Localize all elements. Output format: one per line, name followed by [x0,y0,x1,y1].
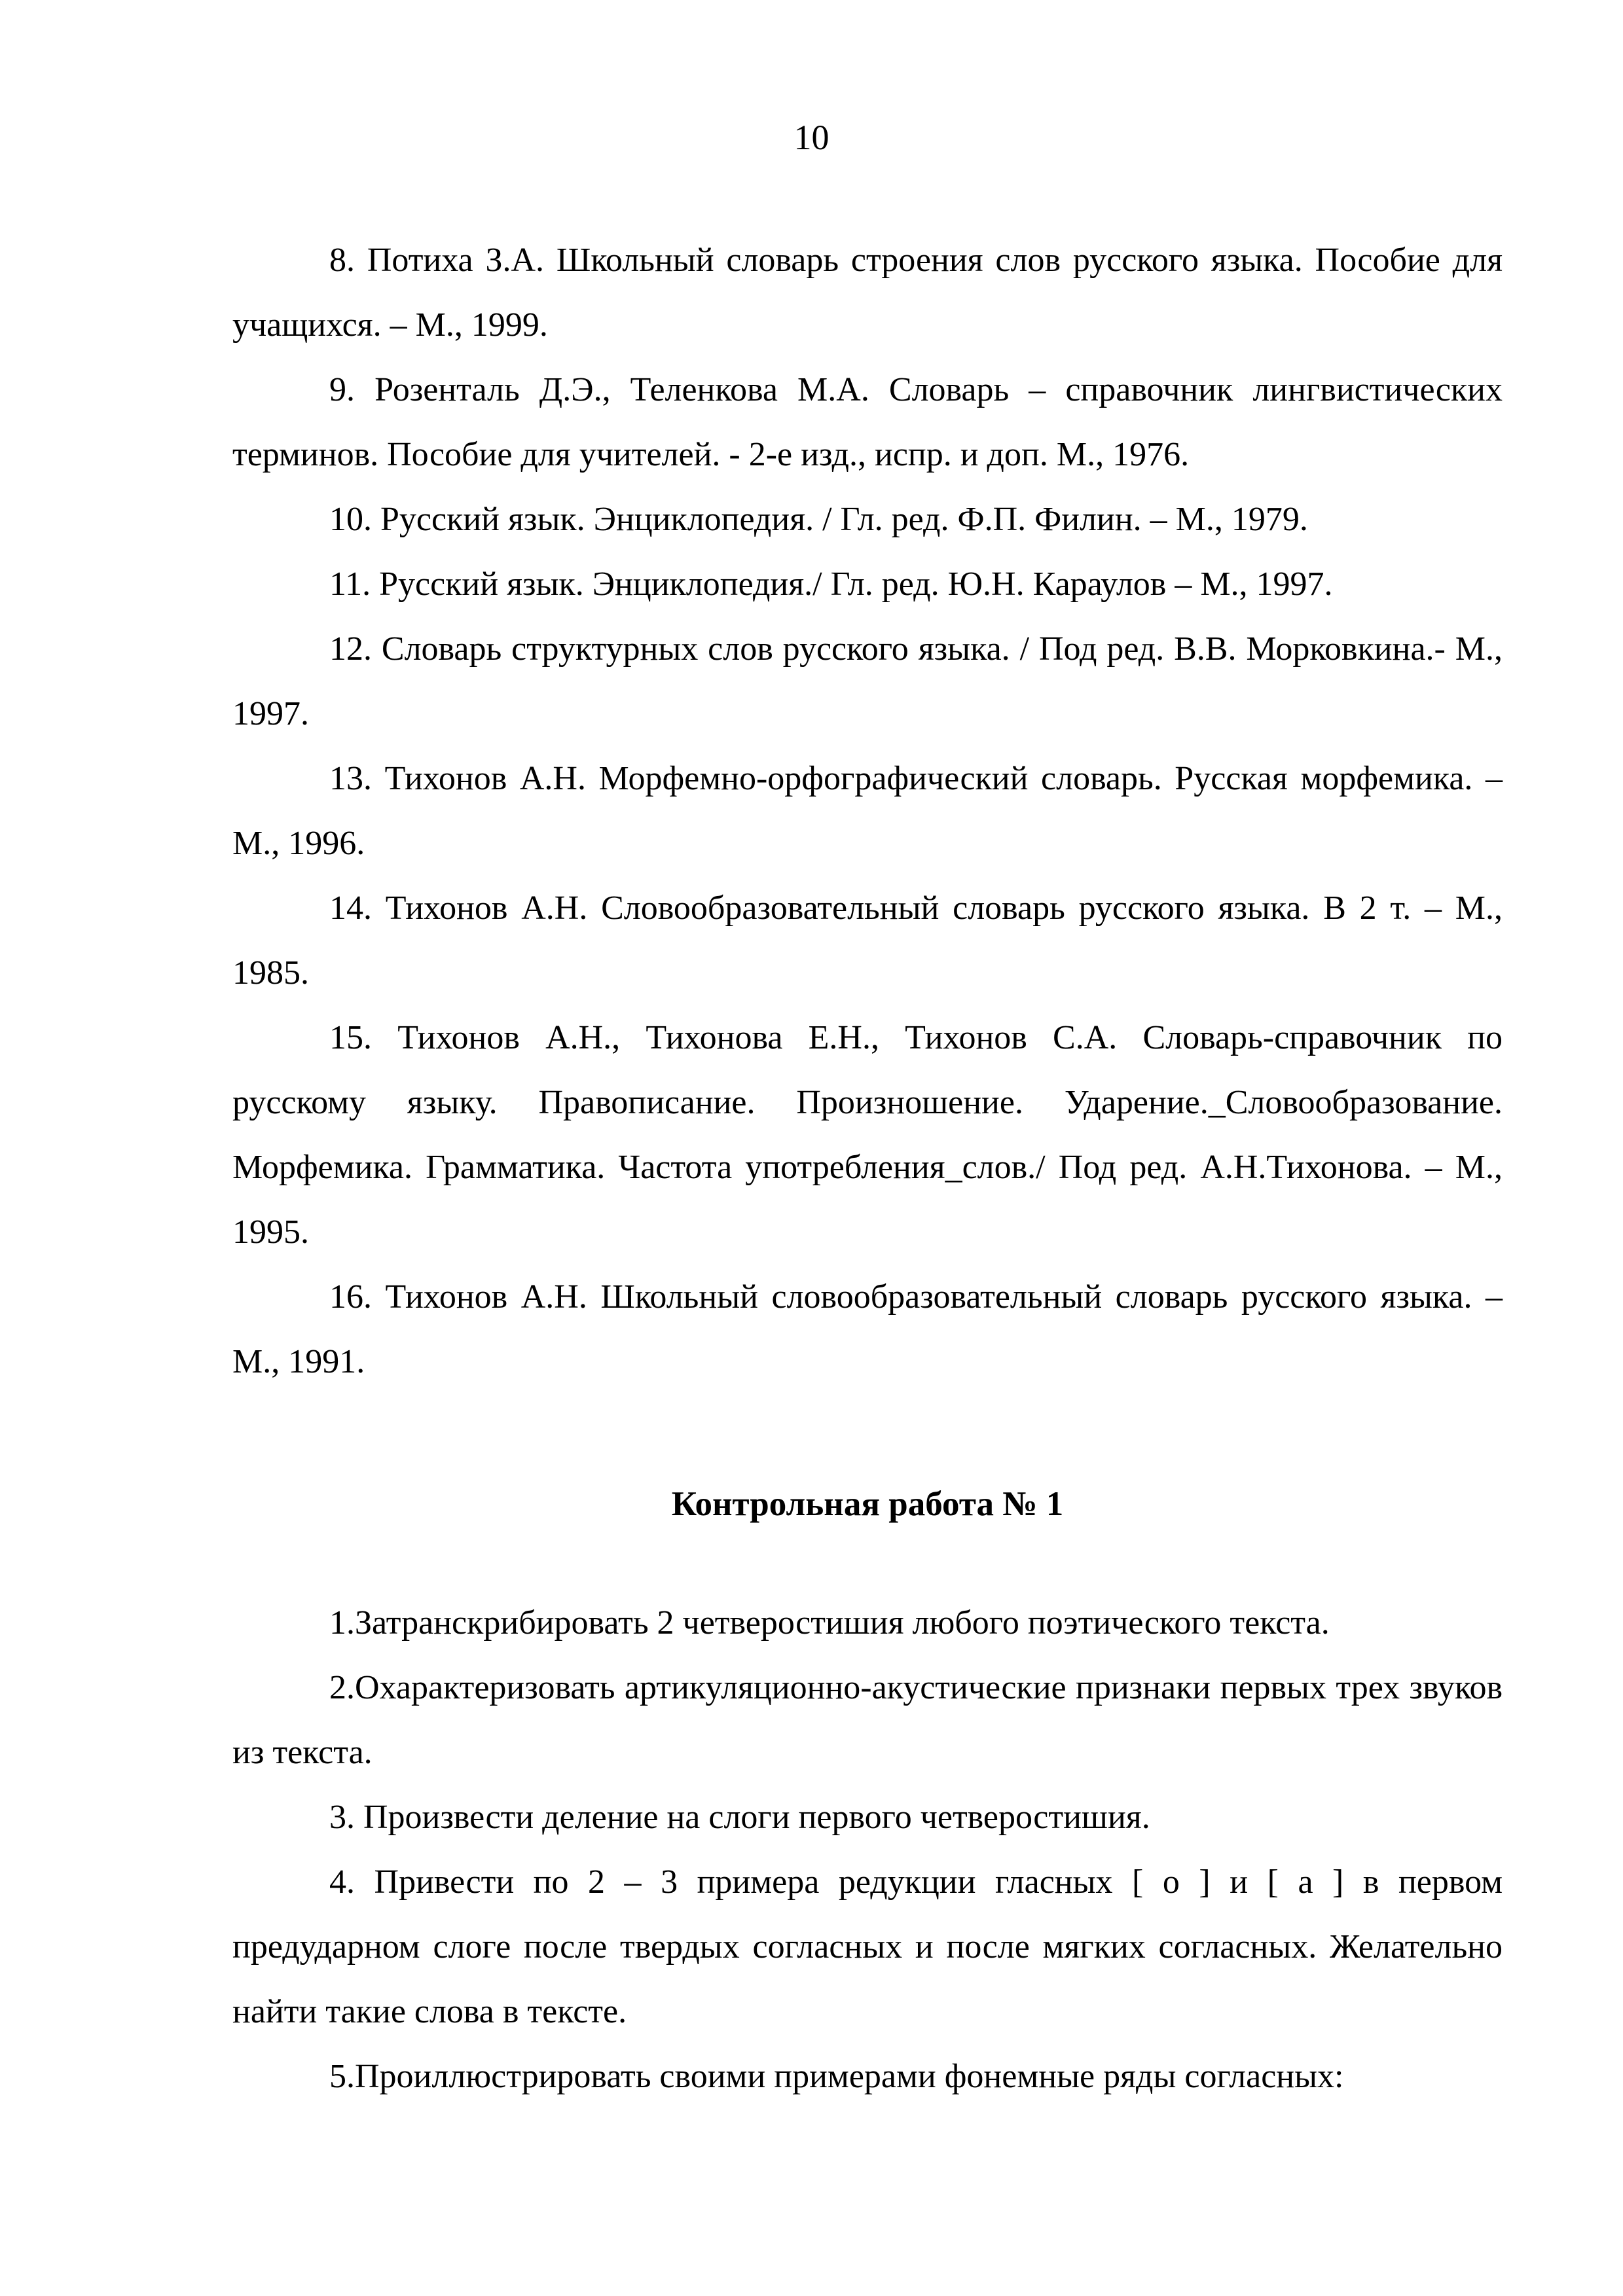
task-item-3: 3. Произвести деление на слоги первого четверостишия. [329,1799,1150,1836]
reference-item-11: 11. Русский язык. Энциклопедия./ Гл. ред. Ю.Н. Караулов – М., 1997. [329,565,1333,603]
page-number: 10 [793,118,830,157]
section-title: Контрольная работа № 1 [671,1485,1064,1523]
reference-item-9: 9. Розенталь Д.Э., Теленкова М.А. Словарь – справочник лингвистических терминов. Пособие для учителей. - 2-е изд., испр. и доп. М., 1976. [232,371,1503,473]
reference-item-13: 13. Тихонов А.Н. Морфемно-орфографический словарь. Русская морфемика. – М., 1996. [232,760,1503,862]
reference-item-10: 10. Русский язык. Энциклопедия. / Гл. ред. Ф.П. Филин. – М., 1979. [329,501,1308,538]
reference-item-12: 12. Словарь структурных слов русского языка. / Под ред. В.В. Морковкина.- М., 1997. [232,630,1503,732]
task-item-2: 2.Охарактеризовать артикуляционно-акустические признаки первых трех звуков из текста. [232,1669,1503,1771]
reference-item-16: 16. Тихонов А.Н. Школьный словообразовательный словарь русского языка. – М., 1991. [232,1278,1503,1380]
reference-item-15: 15. Тихонов А.Н., Тихонова Е.Н., Тихонов С.А. Словарь-справочник по русскому языку. Правописание. Произношение. Ударение._Словообразование. Морфемика. Грамматика. Частота употребления_слов./ Под ред. А.Н.Тихонова. – М., 1995. [232,1019,1503,1251]
task-item-4: 4. Привести по 2 – 3 примера редукции гласных [ о ] и [ а ] в первом предударном слоге после твердых согласных и после мягких согласных. Желательно найти такие слова в тексте. [232,1863,1503,2030]
task-item-5: 5.Проиллюстрировать своими примерами фонемные ряды согласных: [329,2058,1344,2095]
reference-item-14: 14. Тихонов А.Н. Словообразовательный словарь русского языка. В 2 т. – М., 1985. [232,889,1503,992]
reference-item-8: 8. Потиха З.А. Школьный словарь строения слов русского языка. Пособие для учащихся. – М., 1999. [232,242,1503,344]
task-item-1: 1.Затранскрибировать 2 четверостишия любого поэтического текста. [329,1604,1330,1641]
